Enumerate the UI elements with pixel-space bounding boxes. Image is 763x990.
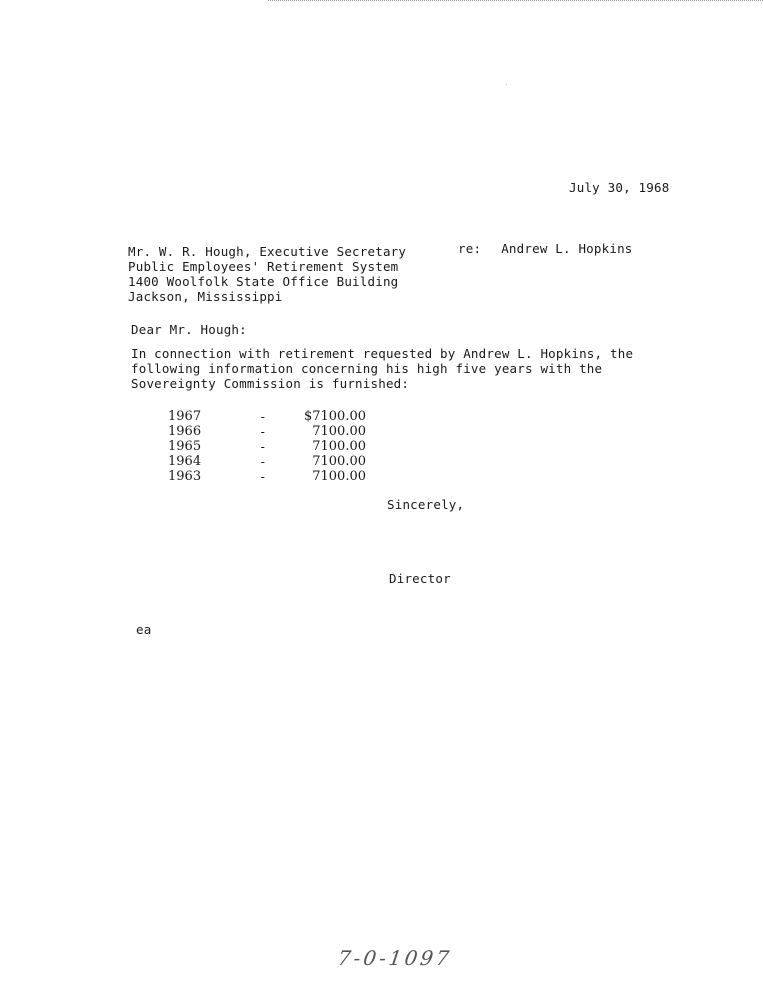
salary-dash: - xyxy=(259,439,267,454)
body-line-1: In connection with retirement requested by Andrew L. Hopkins, the xyxy=(131,346,634,361)
scan-edge-dots xyxy=(268,0,763,3)
salary-amount: 7100.00 xyxy=(312,424,366,439)
recipient-line-1: Mr. W. R. Hough, Executive Secretary xyxy=(128,244,407,259)
body-line-3: Sovereignty Commission is furnished: xyxy=(131,376,410,391)
salary-year: 1966 xyxy=(168,424,202,439)
letter-body xyxy=(131,346,633,391)
salary-dash: - xyxy=(259,424,267,439)
letter-date: July 30, 1968 xyxy=(569,180,670,195)
signature-title: Director xyxy=(389,571,451,586)
salary-year: 1965 xyxy=(168,439,202,454)
reference-label: re: xyxy=(458,241,482,256)
salary-amount: $7100.00 xyxy=(303,409,366,424)
recipient-line-4: Jackson, Mississippi xyxy=(128,289,283,304)
recipient-line-3: 1400 Woolfolk State Office Building xyxy=(128,274,399,289)
handwritten-file-number: 7-0-1097 xyxy=(336,946,454,970)
salary-year: 1967 xyxy=(168,409,202,424)
reference-line xyxy=(458,241,633,256)
salary-amount: 7100.00 xyxy=(312,439,366,454)
salary-dash: - xyxy=(259,409,267,424)
salary-year: 1964 xyxy=(168,454,202,469)
salary-amount: 7100.00 xyxy=(312,469,366,484)
scan-speck xyxy=(506,84,507,85)
body-line-2: following information concerning his high five years with the xyxy=(131,361,603,376)
salary-year: 1963 xyxy=(168,469,202,484)
salary-dash: - xyxy=(259,454,267,469)
reference-subject: Andrew L. Hopkins xyxy=(501,241,633,256)
recipient-address-block xyxy=(128,244,406,304)
salary-dash: - xyxy=(259,469,267,484)
recipient-line-2: Public Employees' Retirement System xyxy=(128,259,399,274)
typist-initials: ea xyxy=(136,622,152,637)
closing: Sincerely, xyxy=(387,497,465,512)
salary-amount: 7100.00 xyxy=(312,454,366,469)
salutation: Dear Mr. Hough: xyxy=(131,322,247,337)
